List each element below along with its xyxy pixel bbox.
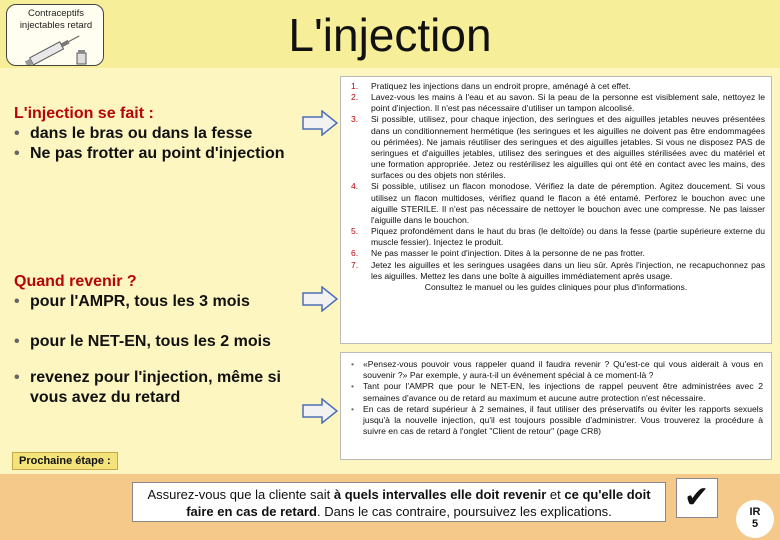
step-number: 7. bbox=[351, 259, 359, 270]
left-panel bbox=[14, 104, 314, 408]
next-step-text-1: Assurez-vous que la cliente sait bbox=[147, 487, 334, 502]
next-step-box bbox=[132, 482, 666, 522]
step-item bbox=[347, 81, 765, 92]
tip-item bbox=[349, 404, 763, 438]
checkmark-icon: ✔ bbox=[684, 481, 710, 514]
injection-site-item-text: dans le bras ou dans la fesse bbox=[30, 125, 253, 142]
bullet: • bbox=[14, 369, 20, 386]
revisit-heading: Quand revenir ? bbox=[14, 273, 137, 290]
next-step-text-2: et bbox=[546, 487, 565, 502]
step-item bbox=[347, 248, 765, 259]
revisit-item bbox=[14, 292, 314, 312]
step-text: Piquez profondément dans le haut du bras (le deltoïde) ou dans la fesse (partie supérieure externe du muscle fessier). Injectez le produit. bbox=[371, 226, 765, 248]
step-item bbox=[347, 226, 765, 248]
step-text: Pratiquez les injections dans un endroit propre, aménagé à cet effet. bbox=[371, 81, 631, 91]
injection-site-item bbox=[14, 144, 314, 164]
injection-site-heading: L'injection se fait : bbox=[14, 105, 154, 122]
step-text: Lavez-vous les mains à l'eau et au savon. Si la peau de la personne est visiblement sale, nettoyez le point d'injection. Il n'est pas nécessaire d'utiliser un tampon alcoolisé. bbox=[371, 92, 765, 114]
step-number: 2. bbox=[351, 92, 359, 103]
bullet: • bbox=[14, 333, 20, 350]
arrow-right-icon bbox=[302, 286, 338, 312]
revisit-item-text: pour le NET-EN, tous les 2 mois bbox=[30, 333, 271, 350]
tip-text: Tant pour l'AMPR que pour le NET-EN, les injections de rappel peuvent être administrées avec 2 semaines d'avance ou de retard au maximum et aucune autre protection n'est nécessaire. bbox=[363, 381, 763, 403]
step-item bbox=[347, 181, 765, 226]
next-step-bold-2: ce qu'elle doit faire en cas de retard bbox=[186, 487, 651, 519]
step-text: Ne pas masser le point d'injection. Dites à la personne de ne pas frotter. bbox=[371, 248, 645, 259]
steps-footer: Consultez le manuel ou les guides cliniques pour plus d'informations. bbox=[424, 281, 688, 292]
section-logo bbox=[6, 4, 104, 66]
injection-site-item-text: Ne pas frotter au point d'injection bbox=[30, 145, 285, 162]
bullet: • bbox=[351, 359, 355, 369]
revisit-item bbox=[14, 368, 314, 408]
page-tab-line2: 5 bbox=[751, 518, 759, 530]
logo-text bbox=[9, 8, 103, 32]
step-item bbox=[347, 114, 765, 181]
bullet: • bbox=[14, 125, 20, 142]
injection-site-item bbox=[14, 124, 314, 144]
injection-steps-box bbox=[340, 76, 772, 344]
step-number: 4. bbox=[351, 181, 359, 192]
bullet: • bbox=[351, 381, 355, 392]
logo-line2: injectables retard bbox=[19, 20, 93, 31]
page-tab-ir5[interactable] bbox=[736, 500, 774, 538]
next-step-text-3: . Dans le cas contraire, poursuivez les explications. bbox=[316, 504, 612, 519]
logo-line1: Contraceptifs bbox=[28, 8, 84, 19]
bullet: • bbox=[14, 145, 20, 162]
step-number: 3. bbox=[351, 114, 359, 125]
checkbox[interactable] bbox=[676, 478, 718, 518]
page-title: L'injection bbox=[288, 9, 492, 61]
revisit-item-text: revenez pour l'injection, même si vous avez du retard bbox=[30, 369, 281, 406]
step-number: 6. bbox=[351, 248, 359, 259]
vial-icon bbox=[77, 50, 86, 64]
tip-text: «Pensez-vous pouvoir vous rappeler quand il faudra revenir ? Qu'est-ce qui vous aiderait à vous en souvenir ?» Par exemple, y aura-t-il un événement spécial à ce moment-là ? bbox=[363, 359, 763, 381]
step-item bbox=[347, 92, 765, 114]
bullet: • bbox=[14, 293, 20, 310]
arrow-right-icon bbox=[302, 110, 338, 136]
tip-item bbox=[349, 381, 763, 403]
bullet: • bbox=[351, 403, 355, 414]
next-step-bold-1: à quels intervalles elle doit revenir bbox=[333, 487, 547, 502]
revisit-tips-box bbox=[340, 352, 772, 460]
tip-item bbox=[349, 359, 763, 381]
step-number: 1. bbox=[351, 81, 359, 91]
step-number: 5. bbox=[351, 226, 359, 237]
next-step-label: Prochaine étape : bbox=[12, 452, 118, 470]
step-text: Jetez les aiguilles et les seringues usagées dans un lieu sûr. Après l'injection, ne recapuchonnez pas les aiguilles. Mettez les dans une boîte à aiguilles immédiatement après usage. bbox=[371, 259, 765, 281]
tip-text: En cas de retard supérieur à 2 semaines, il faut utiliser des préservatifs ou éviter les rapports sexuels jusqu'à la nouvelle injection, qu'il est toujours possible d'administrer. Vous trouverez la procédure à suivre en cas de retard à l'onglet "Client de retour" (page CR8) bbox=[363, 403, 763, 437]
step-text: Si possible, utilisez, pour chaque injection, des seringues et des aiguilles jetables neuves présentées dans un conditionnement hermétique (les seringues et les aiguilles ne doivent pas être endommagées ou périmées). Ne jamais réutiliser des seringues et des aiguilles jetables. Si vous ne disposez PAS de seringues et d'aiguilles jetables, utilisez des seringues et des aiguilles stérilisées avec du matériel et une formation appropriée. Jetez ou restérilisez les aiguilles qui ont été en contact avec les mains, des surfaces ou des objets non stériles. bbox=[371, 114, 765, 181]
syringe-icon bbox=[21, 33, 91, 65]
page-tab-line1: IR bbox=[749, 506, 761, 518]
revisit-item-text: pour l'AMPR, tous les 3 mois bbox=[30, 293, 250, 310]
step-text: Si possible, utilisez un flacon monodose. Vérifiez la date de péremption. Agitez doucement. Si vous utilisez un flacon multidoses, vérifiez quand le flacon a été entamé. Perforez le bouchon avec une aiguille STERILE. Il n'est pas nécessaire de nettoyer le bouchon avec une compresse. Ne pas laisser l'aiguille dans le bouchon. bbox=[371, 181, 765, 225]
revisit-item bbox=[14, 332, 314, 352]
step-item bbox=[347, 260, 765, 282]
arrow-right-icon bbox=[302, 398, 338, 424]
